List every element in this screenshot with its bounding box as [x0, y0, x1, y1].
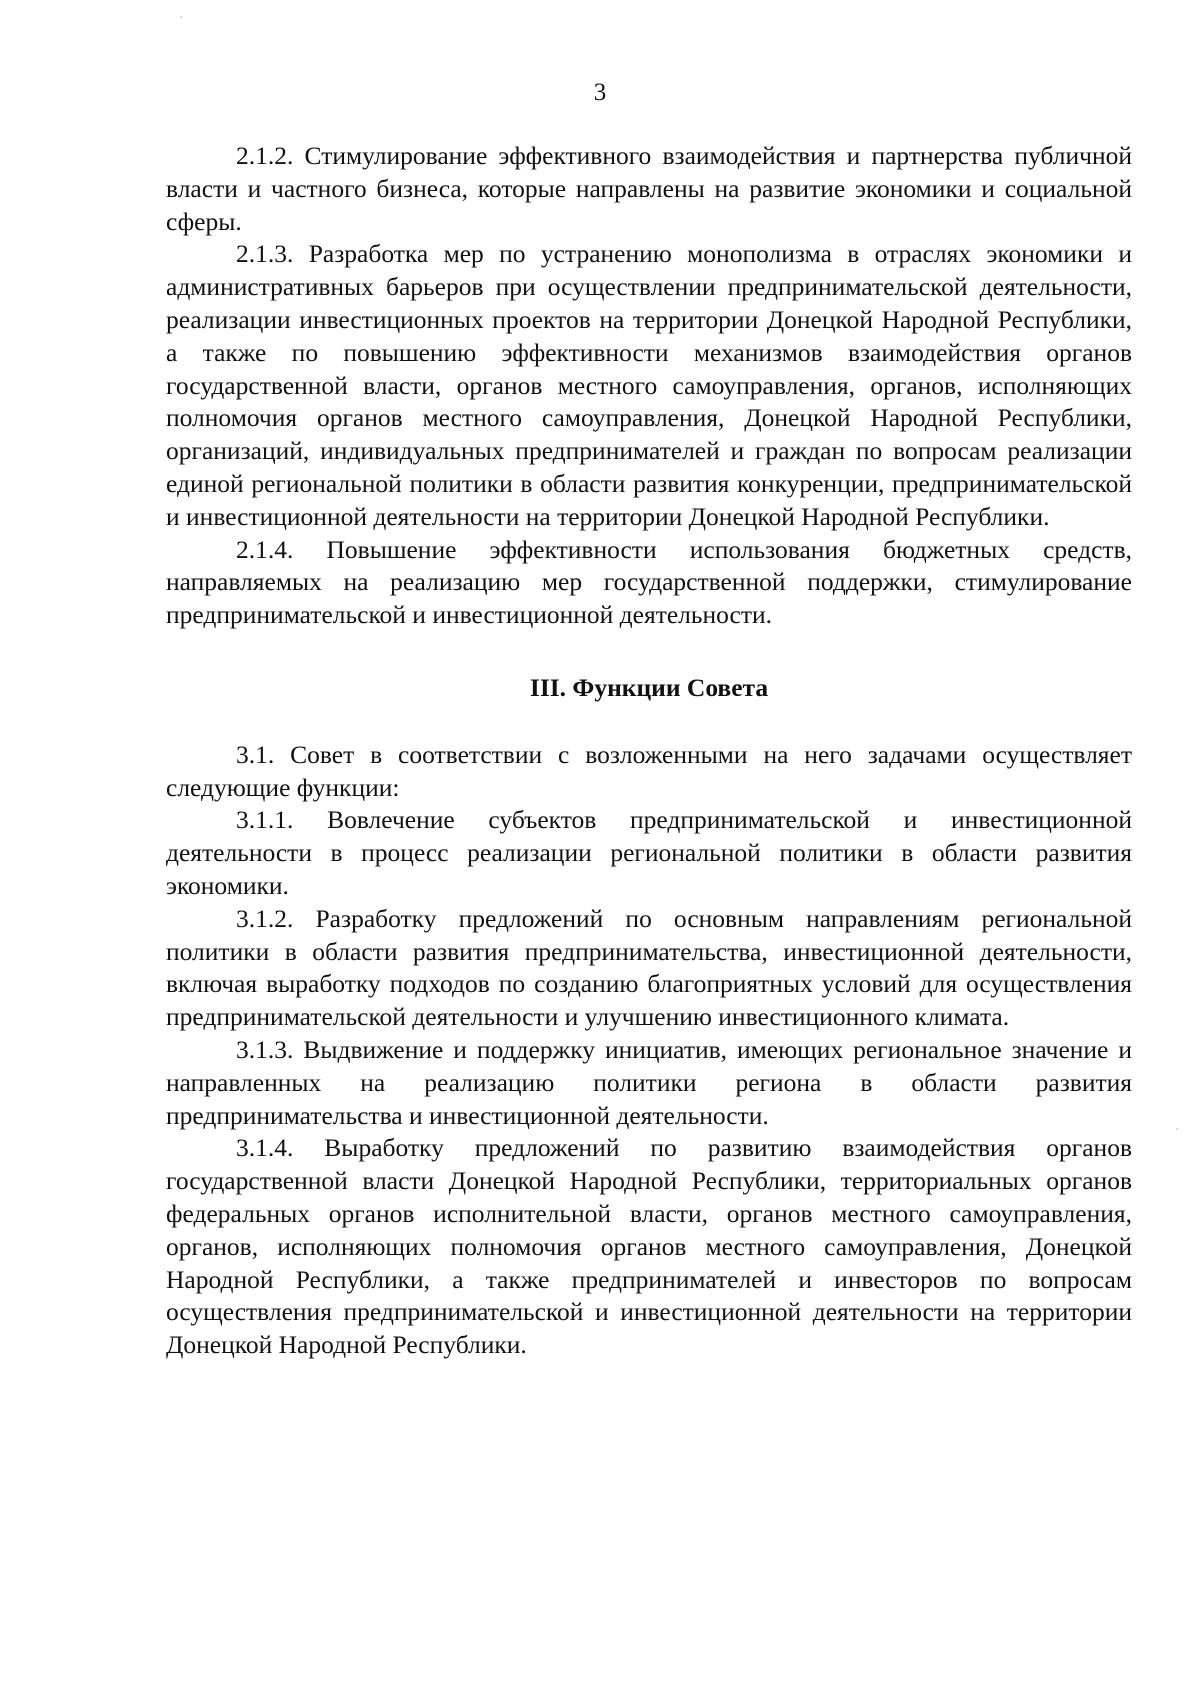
document-body [166, 140, 1132, 1362]
paragraph-2-1-4: 2.1.4. Повышение эффективности использования бюджетных средств, направляемых на реализацию мер государственной поддержки, стимулирование предпринимательской и инвестиционной деятельности. [166, 534, 1132, 630]
paragraph-3-1-2: 3.1.2. Разработку предложений по основным направлениям региональной политики в области развития предпринимательства, инвестиционной деятельности, включая выработку подходов по созданию благоприятных условий для осуществления предпринимательской деятельности и улучшению инвестиционного климата. [166, 903, 1132, 1032]
scan-speck [1176, 1128, 1178, 1130]
paragraph-3-1-3: 3.1.3. Выдвижение и поддержку инициатив, имеющих региональное значение и направленных на реализацию политики региона в области развития предпринимательства и инвестиционной деятельности. [166, 1034, 1132, 1130]
paragraph-3-1-4: 3.1.4. Выработку предложений по развитию взаимодействия органов государственной власти Донецкой Народной Республики, территориальных органов федеральных органов исполнительной власти, органов местного самоуправления, органов, исполняющих полномочия органов местного самоуправления, Донецкой Народной Республики, а также предпринимателей и инвесторов по вопросам осуществления предпринимательской и инвестиционной деятельности на территории Донецкой Народной Республики. [166, 1133, 1132, 1360]
scan-speck [180, 16, 182, 18]
paragraph-3-1: 3.1. Совет в соответствии с возложенными на него задачами осуществляет следующие функции: [166, 739, 1132, 802]
paragraph-3-1-1: 3.1.1. Вовлечение субъектов предпринимательской и инвестиционной деятельности в процесс реализации региональной политики в области развития экономики. [166, 805, 1132, 900]
page-number: 3 [593, 79, 607, 106]
paragraph-2-1-2: 2.1.2. Стимулирование эффективного взаимодействия и партнерства публичной власти и частного бизнеса, которые направлены на развитие экономики и социальной сферы. [166, 141, 1132, 236]
paragraph-2-1-3: 2.1.3. Разработка мер по устранению монополизма в отраслях экономики и административных барьеров при осуществлении предпринимательской деятельности, реализации инвестиционных проектов на территории Донецкой Народной Республики, а также по повышению эффективности механизмов взаимодействия органов государственной власти, органов местного самоуправления, органов, исполняющих полномочия органов местного самоуправления, Донецкой Народной Республики, организаций, индивидуальных предпринимателей и граждан по вопросам реализации единой региональной политики в области развития конкуренции, предпринимательской и инвестиционной деятельности на территории Донецкой Народной Республики. [166, 239, 1132, 531]
section-title: III. Функции Совета [529, 672, 769, 702]
